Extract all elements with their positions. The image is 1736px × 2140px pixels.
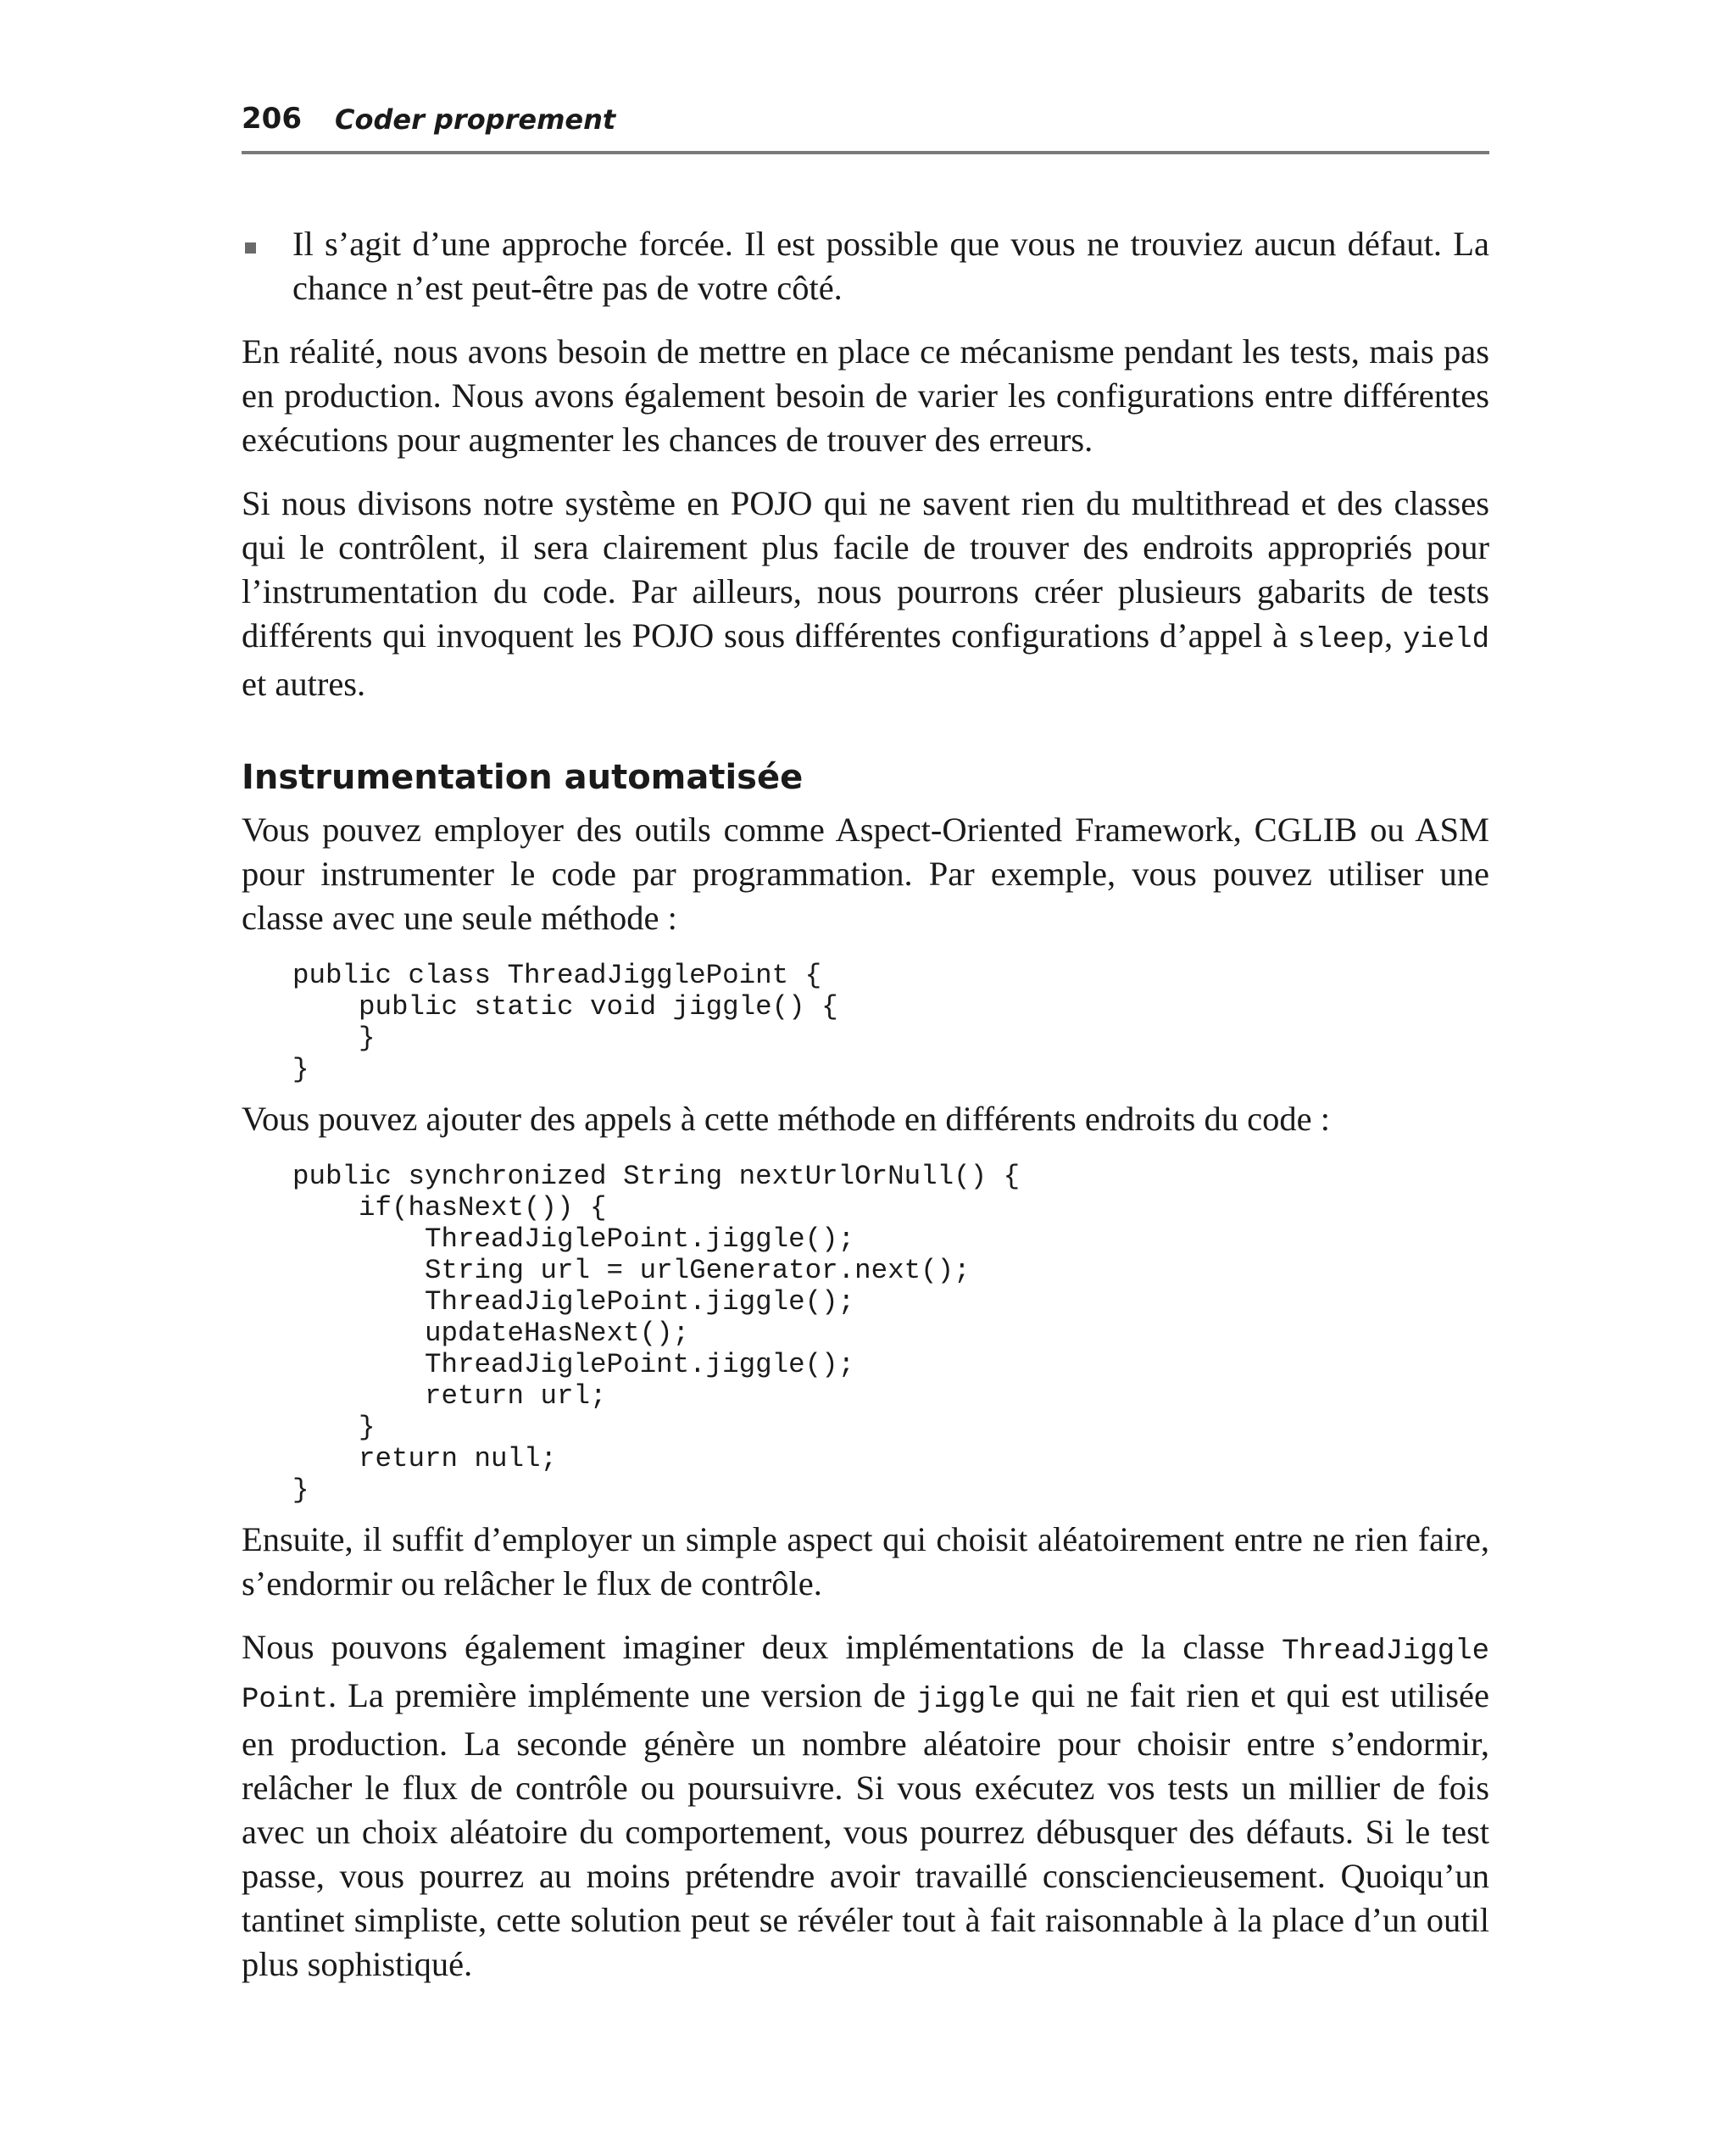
page-header	[242, 100, 1489, 154]
code-line: ThreadJiglePoint.jiggle();	[292, 1223, 855, 1255]
code-line: return url;	[292, 1380, 607, 1412]
code-line: }	[292, 1054, 309, 1085]
running-title: Coder proprement	[335, 103, 616, 136]
paragraph-4: Vous pouvez ajouter des appels à cette méthode en différents endroits du code :	[242, 1100, 1330, 1138]
code-line: }	[292, 1023, 376, 1054]
code-inline-threadjigglepoint: ThreadJiggle Point	[242, 1636, 1489, 1716]
code-line: ThreadJiglePoint.jiggle();	[292, 1286, 855, 1318]
paragraph-6	[242, 1625, 1489, 1987]
code-line: public class ThreadJigglePoint {	[292, 960, 822, 991]
paragraph-5: Ensuite, il suffit d’employer un simple aspect qui choisit aléatoirement entre ne rien faire, s’endormir ou relâcher le flux de contrôle.	[242, 1520, 1489, 1602]
paragraph-3: Vous pouvez employer des outils comme Aspect-Oriented Framework, CGLIB ou ASM pour instrumenter le code par programmation. Par exemple, vous pouvez utiliser une classe avec une seule méthode :	[242, 811, 1489, 937]
code-line: public synchronized String nextUrlOrNull() {	[292, 1161, 1021, 1192]
bullet-item	[242, 222, 1489, 310]
paragraph-6-text-a: Nous pouvons également imaginer deux implémentations de la classe	[242, 1628, 1283, 1666]
bullet-square-icon	[245, 242, 256, 254]
paragraph-2-text-c: et autres.	[242, 665, 366, 703]
paragraph-2-text-b: ,	[1384, 616, 1403, 655]
page-content	[242, 222, 1489, 2006]
code-line: public static void jiggle() {	[292, 991, 838, 1023]
code-line: return null;	[292, 1443, 558, 1474]
paragraph-6-text-c: qui ne fait rien et qui est utilisée en production. La seconde génère un nombre aléatoire pour choisir entre s’endormir, relâcher le flux de contrôle ou poursuivre. Si vous exécutez vos tests un millier de fois avec un choix aléatoire du comportement, vous pourrez débusquer des défauts. Si le test passe, vous pourrez au moins prétendre avoir travaillé consciencieusement. Quoiqu’un tantinet simpliste, cette solution peut se révéler tout à fait raisonnable à la place d’un outil plus sophistiqué.	[242, 1676, 1489, 1983]
paragraph-2	[242, 482, 1489, 706]
code-line: updateHasNext();	[292, 1318, 690, 1349]
code-block-1	[292, 960, 1489, 1085]
section-heading: Instrumentation automatisée	[242, 758, 804, 797]
page-number: 206	[242, 102, 302, 136]
code-line: }	[292, 1474, 309, 1506]
code-inline-jiggle: jiggle	[916, 1684, 1021, 1716]
paragraph-1: En réalité, nous avons besoin de mettre en place ce mécanisme pendant les tests, mais pas en production. Nous avons également besoin de varier les configurations entre différentes exécutions pour augmenter les chances de trouver des erreurs.	[242, 332, 1489, 459]
code-line: }	[292, 1412, 376, 1443]
code-block-2	[292, 1161, 1489, 1506]
paragraph-6-text-b: . La première implémente une version de	[328, 1676, 917, 1714]
code-inline-yield: yield	[1402, 624, 1489, 656]
code-line: ThreadJiglePoint.jiggle();	[292, 1349, 855, 1380]
paragraph-2-text-a: Si nous divisons notre système en POJO qui ne savent rien du multithread et des classes qui le contrôlent, il sera clairement plus facile de trouver des endroits appropriés pour l’instrumentation du code. Par ailleurs, nous pourrons créer plusieurs gabarits de tests différents qui invoquent les POJO sous différentes configurations d’appel à	[242, 484, 1489, 655]
code-inline-sleep: sleep	[1297, 624, 1385, 656]
code-line: String url = urlGenerator.next();	[292, 1255, 971, 1286]
code-line: if(hasNext()) {	[292, 1192, 607, 1223]
bullet-text: Il s’agit d’une approche forcée. Il est possible que vous ne trouviez aucun défaut. La chance n’est peut-être pas de votre côté.	[292, 225, 1489, 307]
